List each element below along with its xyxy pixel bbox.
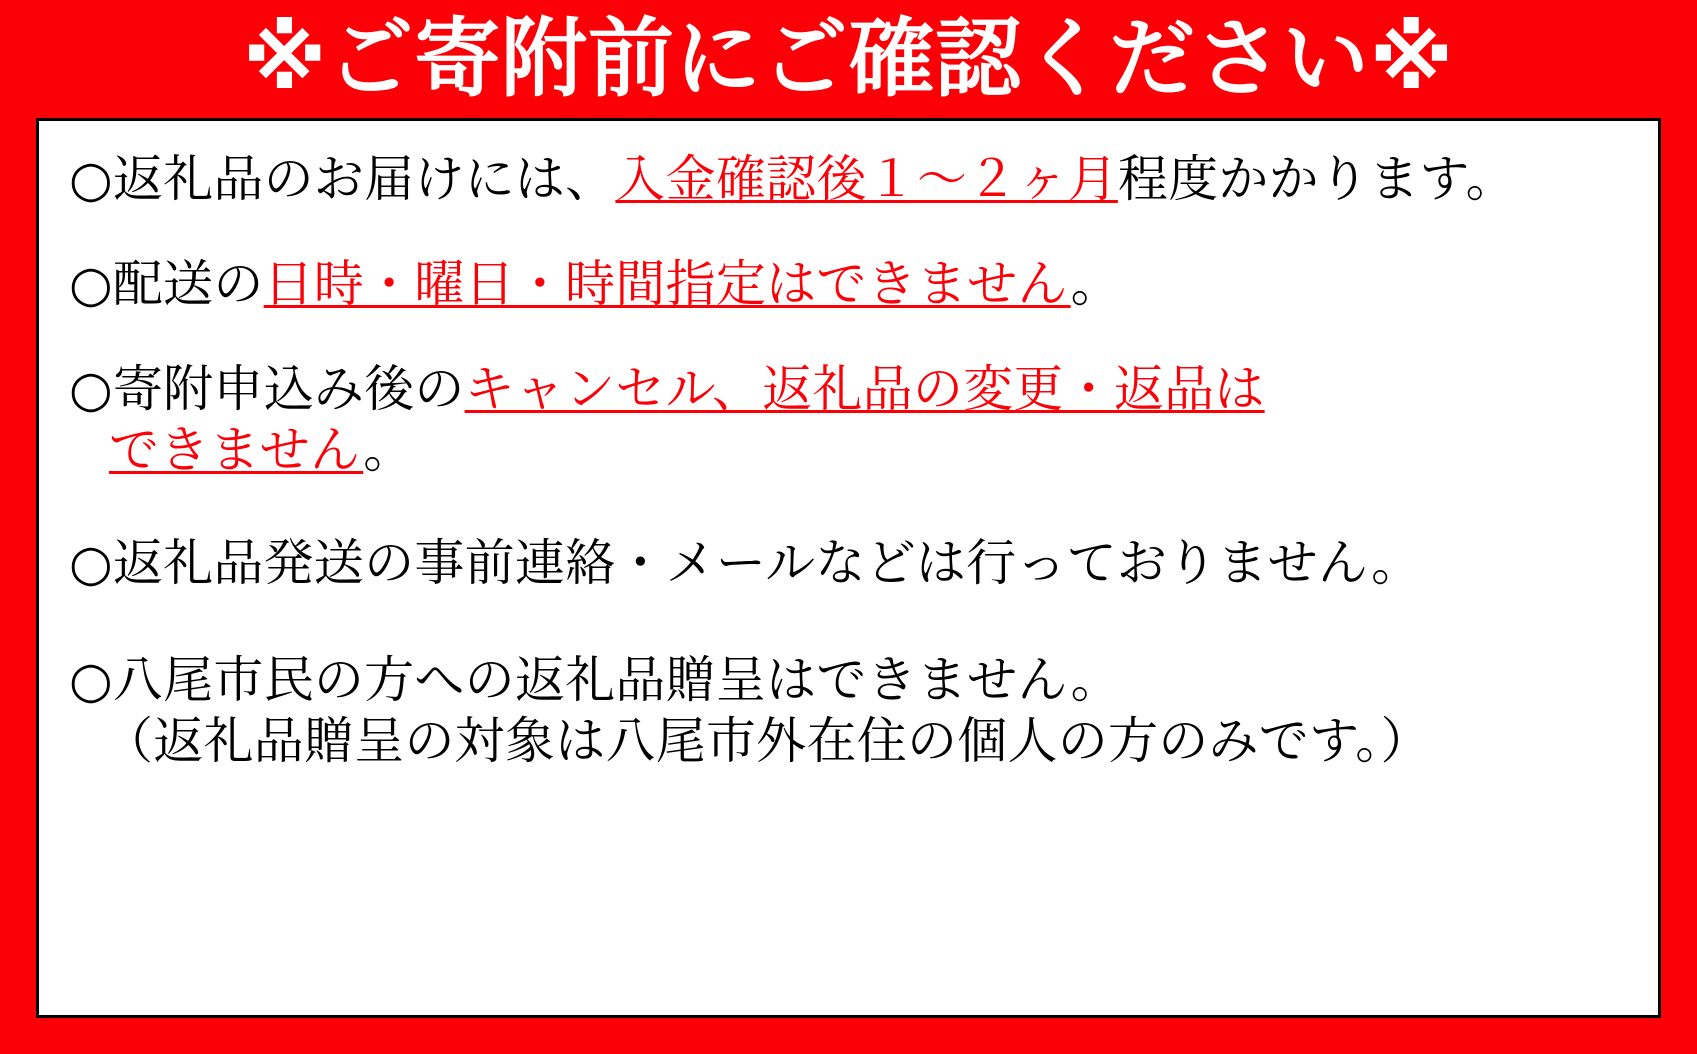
page-title: ※ご寄附前にご確認ください※ (242, 9, 1455, 109)
notice-text-segment: （返礼品贈呈の対象は八尾市外在住の個人の方のみです。） (103, 712, 1431, 770)
notice-list (69, 149, 1628, 772)
list-item (69, 149, 1628, 210)
list-item (69, 650, 1628, 772)
list-item (69, 359, 1628, 481)
list-item (69, 533, 1628, 594)
notice-text-segment: ○返礼品発送の事前連絡・メールなどは行っておりません。 (69, 534, 1422, 592)
notice-text-segment: ○寄附申込み後の (69, 360, 465, 418)
notice-text-segment: ○八尾市民の方への返礼品贈呈はできません。 (69, 651, 1121, 709)
notice-text-segment: 程度かかります。 (1117, 150, 1516, 208)
notice-wrapped-line (69, 420, 1628, 481)
notice-text-segment: 。 (1070, 255, 1121, 313)
notice-content-box (36, 118, 1661, 1018)
notice-text-segment: 。 (363, 421, 414, 479)
notice-highlight-segment: 入金確認後１～２ヶ月 (615, 150, 1118, 208)
notice-text-segment: ○配送の (69, 255, 264, 313)
notice-text-segment: ○返礼品のお届けには、 (69, 150, 616, 208)
notice-highlight-segment: 日時・曜日・時間指定はできません (263, 255, 1071, 313)
notice-highlight-segment: キャンセル、返礼品の変更・返品は (464, 360, 1265, 418)
notice-wrapped-line (69, 711, 1628, 772)
notice-highlight-segment: できません (109, 421, 364, 479)
list-item (69, 254, 1628, 315)
